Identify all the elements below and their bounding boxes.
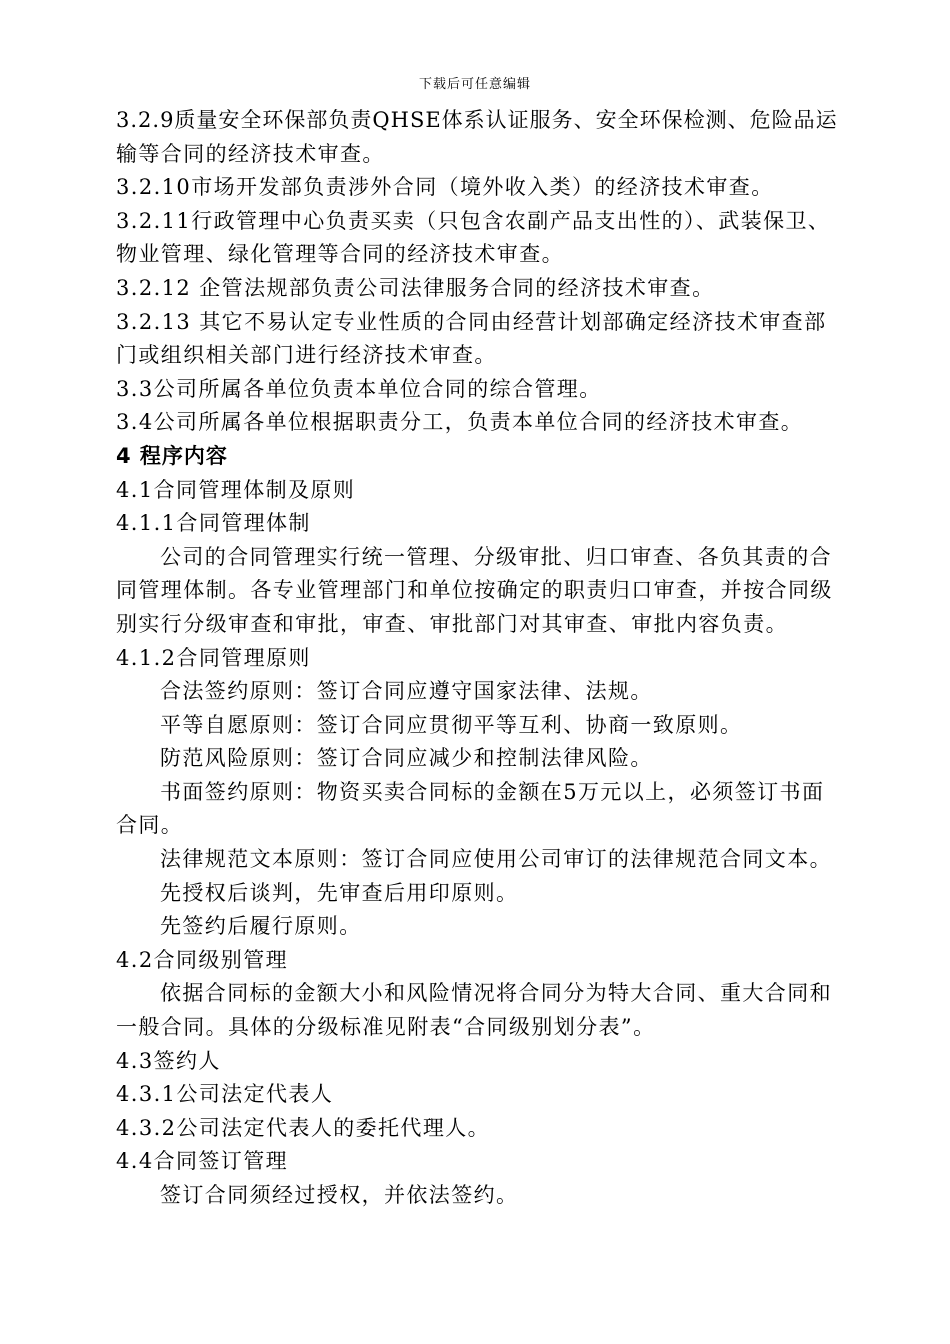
text-line: 4.3签约人	[116, 1048, 221, 1073]
text-line: 法律规范文本原则：签订合同应使用公司审订的法律规范合同文本。	[160, 847, 832, 872]
text-line: 平等自愿原则：签订合同应贯彻平等互利、协商一致原则。	[160, 712, 743, 737]
text-line: 4.3.2公司法定代表人的委托代理人。	[116, 1115, 491, 1140]
text-line: 一般合同。具体的分级标准见附表“合同级别划分表”。	[116, 1015, 656, 1040]
text-line: 签订合同须经过授权，并依法签约。	[160, 1183, 519, 1207]
text-line: 3.2.13 其它不易认定专业性质的合同由经营计划部确定经济技术审查部	[116, 309, 827, 334]
text-line: 4.1.2合同管理原则	[116, 645, 311, 670]
text-line: 公司的合同管理实行统一管理、分级审批、归口审查、各负其责的合	[160, 544, 832, 569]
text-line: 3.2.10市场开发部负责涉外合同（境外收入类）的经济技术审查。	[116, 175, 774, 200]
text-line: 3.3公司所属各单位负责本单位合同的综合管理。	[116, 376, 602, 401]
text-line: 3.2.11行政管理中心负责买卖（只包含农副产品支出性的）、武装保卫、	[116, 208, 831, 233]
text-line: 4.4合同签订管理	[116, 1149, 288, 1174]
text-line: 同管理体制。各专业管理部门和单位按确定的职责归口审查，并按合同级	[116, 578, 833, 603]
text-line: 合法签约原则：签订合同应遵守国家法律、法规。	[160, 679, 653, 704]
text-line: 4.1合同管理体制及原则	[116, 477, 356, 502]
text-line: 3.2.12 企管法规部负责公司法律服务合同的经济技术审查。	[116, 275, 715, 300]
text-line: 依据合同标的金额大小和风险情况将合同分为特大合同、重大合同和	[160, 981, 832, 1006]
section-heading: 4 程序内容	[116, 443, 228, 468]
text-line: 3.2.9质量安全环保部负责QHSE体系认证服务、安全环保检测、危险品运	[116, 108, 838, 132]
text-line: 书面签约原则：物资买卖合同标的金额在5万元以上，必须签订书面	[160, 779, 825, 804]
text-line: 防范风险原则：签订合同应减少和控制法律风险。	[160, 746, 653, 771]
text-line: 4.2合同级别管理	[116, 947, 288, 972]
text-line: 物业管理、绿化管理等合同的经济技术审查。	[116, 242, 564, 267]
text-line: 输等合同的经济技术审查。	[116, 141, 385, 166]
page-header: 下载后可任意编辑	[418, 77, 531, 92]
text-line: 4.3.1公司法定代表人	[116, 1082, 334, 1107]
text-line: 合同。	[116, 813, 184, 838]
text-line: 别实行分级审查和审批，审查、审批部门对其审查、审批内容负责。	[116, 611, 788, 636]
document-body	[116, 104, 838, 1213]
text-line: 先授权后谈判，先审查后用印原则。	[160, 880, 519, 905]
text-line: 门或组织相关部门进行经济技术审查。	[116, 343, 497, 368]
text-line: 先签约后履行原则。	[160, 914, 362, 939]
text-line: 3.4公司所属各单位根据职责分工，负责本单位合同的经济技术审查。	[116, 410, 804, 435]
text-line: 4.1.1合同管理体制	[116, 511, 311, 536]
